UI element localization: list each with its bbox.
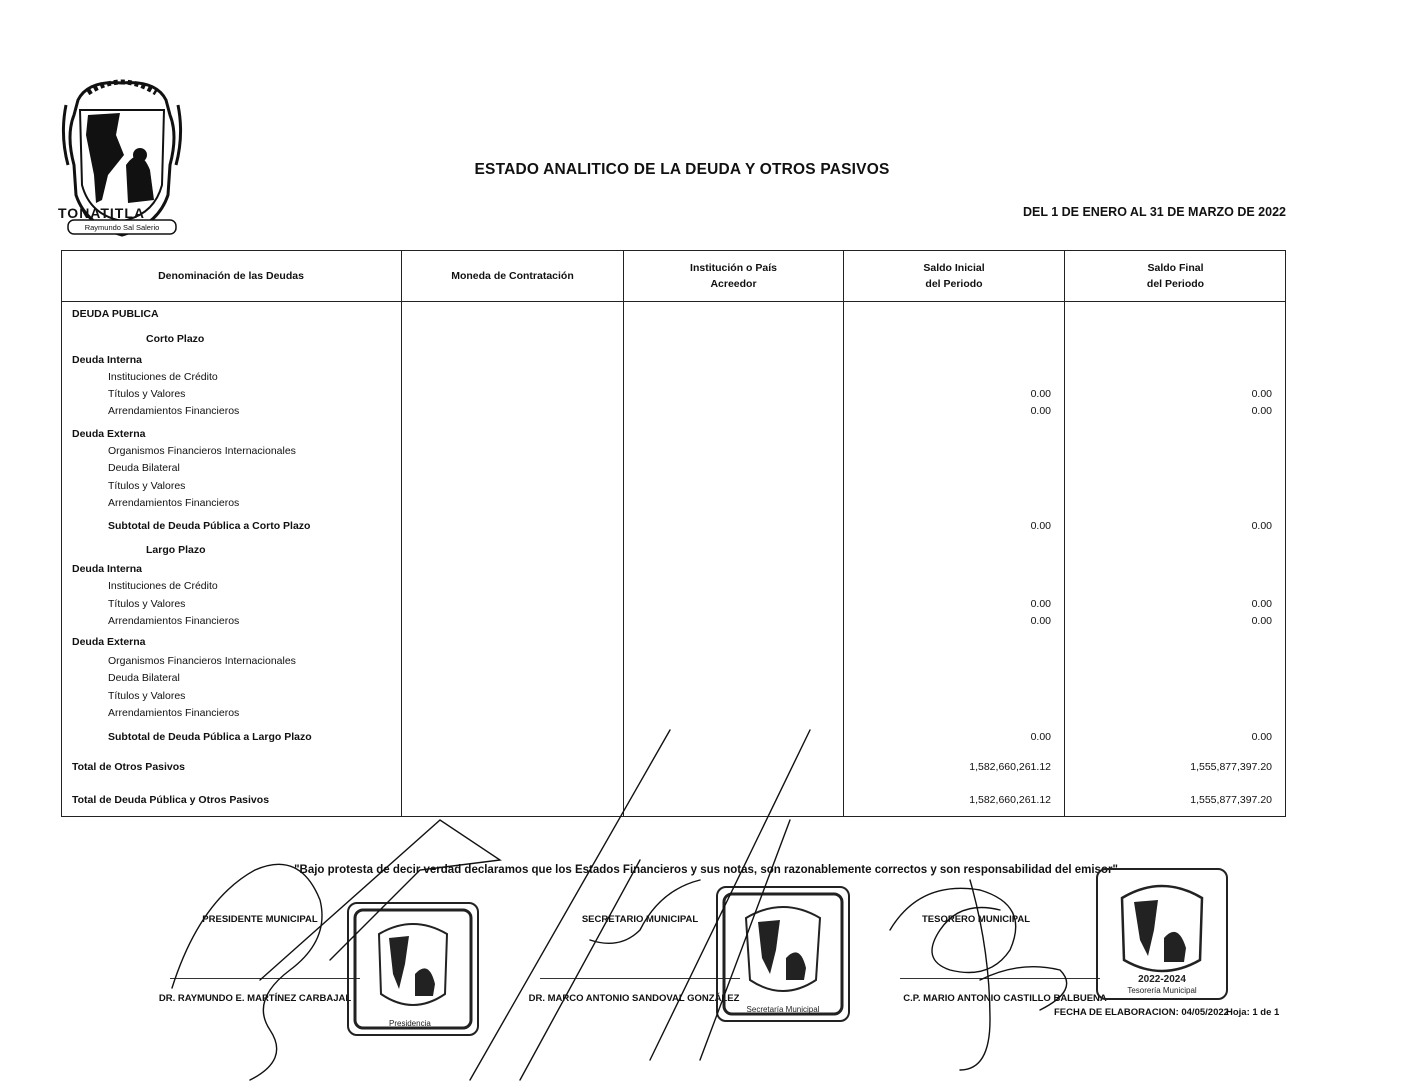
signature-name-secretario: DR. MARCO ANTONIO SANDOVAL GONZÁLEZ	[528, 993, 740, 1004]
page-number: Hoja: 1 de 1	[1226, 1007, 1280, 1018]
row-label: Arrendamientos Financieros	[108, 707, 240, 719]
saldo-inicial-value: 0.00	[1030, 520, 1051, 532]
secretaria-stamp	[716, 886, 850, 1022]
row-label: Deuda Externa	[72, 428, 146, 440]
column-divider	[1064, 250, 1065, 817]
presidencia-stamp-text: Presidencia	[389, 1019, 431, 1028]
row-label: DEUDA PUBLICA	[72, 308, 159, 320]
row-label: Deuda Externa	[72, 636, 146, 648]
saldo-final-value: 0.00	[1251, 731, 1272, 743]
logo-motto: Raymundo Sal Salerio	[84, 223, 160, 232]
saldo-final-value: 0.00	[1251, 615, 1272, 627]
column-header-text: Saldo Final	[1147, 262, 1204, 274]
row-label: Arrendamientos Financieros	[108, 615, 240, 627]
row-label: Organismos Financieros Internacionales	[108, 655, 296, 667]
row-label: Deuda Interna	[72, 354, 143, 366]
row-label: Títulos y Valores	[108, 690, 186, 702]
presidencia-stamp	[347, 902, 479, 1036]
saldo-inicial-value: 0.00	[1030, 388, 1051, 400]
tesoreria-stamp-text: Tesorería Municipal	[1127, 986, 1197, 995]
row-label: Instituciones de Crédito	[108, 371, 218, 383]
column-header-institucion	[624, 250, 843, 302]
signature-title-tesorero: TESORERO MUNICIPAL	[921, 914, 1031, 925]
row-label: Deuda Bilateral	[108, 462, 180, 474]
saldo-inicial-value: 0.00	[1030, 615, 1051, 627]
column-header-text: Denominación de las Deudas	[158, 270, 304, 282]
column-header-denominacion	[61, 250, 401, 302]
column-header-saldo-inicial	[844, 250, 1064, 302]
column-header-text: Acreedor	[710, 278, 757, 290]
row-label: Organismos Financieros Internacionales	[108, 445, 296, 457]
signature-name-presidente: DR. RAYMUNDO E. MARTÍNEZ CARBAJAL	[158, 993, 352, 1004]
row-label: Títulos y Valores	[108, 480, 186, 492]
row-label: Instituciones de Crédito	[108, 580, 218, 592]
row-label: Deuda Interna	[72, 563, 143, 575]
signature-line	[170, 978, 360, 979]
tesoreria-stamp	[1096, 868, 1228, 1000]
saldo-final-value: 0.00	[1251, 405, 1272, 417]
signature-name-tesorero: C.P. MARIO ANTONIO CASTILLO BALBUENA	[903, 993, 1107, 1004]
column-header-text: Moneda de Contratación	[451, 270, 574, 282]
row-label: Subtotal de Deuda Pública a Corto Plazo	[108, 520, 311, 532]
saldo-final-value: 0.00	[1251, 520, 1272, 532]
report-title: ESTADO ANALITICO DE LA DEUDA Y OTROS PASIVOS	[474, 161, 890, 178]
saldo-final-value: 1,555,877,397.20	[1190, 761, 1272, 773]
signature-title-presidente: PRESIDENTE MUNICIPAL	[202, 914, 318, 925]
row-label: Deuda Bilateral	[108, 672, 180, 684]
column-divider	[843, 250, 844, 817]
column-header-text: del Periodo	[1146, 278, 1205, 290]
column-header-text: Saldo Inicial	[923, 262, 985, 274]
saldo-inicial-value: 0.00	[1030, 731, 1051, 743]
signature-line	[540, 978, 740, 979]
signature-title-secretario: SECRETARIO MUNICIPAL	[581, 914, 699, 925]
column-divider	[401, 250, 402, 817]
saldo-inicial-value: 1,582,660,261.12	[969, 761, 1051, 773]
column-header-text: del Periodo	[925, 278, 983, 290]
row-label: Arrendamientos Financieros	[108, 405, 240, 417]
row-label: Total de Deuda Pública y Otros Pasivos	[72, 794, 270, 806]
signature-line	[900, 978, 1100, 979]
fecha-elaboracion: FECHA DE ELABORACION: 04/05/2022	[1054, 1007, 1229, 1018]
saldo-inicial-value: 0.00	[1030, 405, 1051, 417]
saldo-inicial-value: 0.00	[1030, 598, 1051, 610]
declaration-text: "Bajo protesta de decir verdad declaramos que los Estados Financieros y sus notas, son razonablemente correctos y son responsabilidad del emisor"	[294, 864, 1118, 876]
tesoreria-stamp-years: 2022-2024	[1138, 974, 1186, 985]
row-label: Títulos y Valores	[108, 388, 186, 400]
row-label: Corto Plazo	[146, 333, 205, 345]
saldo-final-value: 0.00	[1251, 388, 1272, 400]
saldo-inicial-value: 1,582,660,261.12	[969, 794, 1051, 806]
column-divider	[623, 250, 624, 817]
column-header-text: Institución o País	[690, 262, 777, 274]
row-label: Largo Plazo	[146, 544, 206, 556]
saldo-final-value: 1,555,877,397.20	[1190, 794, 1272, 806]
saldo-final-value: 0.00	[1251, 598, 1272, 610]
row-label: Arrendamientos Financieros	[108, 497, 240, 509]
municipality-name: TONATITLA	[58, 205, 146, 221]
row-label: Subtotal de Deuda Pública a Largo Plazo	[108, 731, 312, 743]
report-period: DEL 1 DE ENERO AL 31 DE MARZO DE 2022	[1022, 205, 1286, 219]
row-label: Total de Otros Pasivos	[72, 761, 186, 773]
secretaria-stamp-text: Secretaría Municipal	[746, 1005, 820, 1014]
row-label: Títulos y Valores	[108, 598, 186, 610]
column-header-saldo-final	[1065, 250, 1286, 302]
column-header-moneda	[402, 250, 623, 302]
